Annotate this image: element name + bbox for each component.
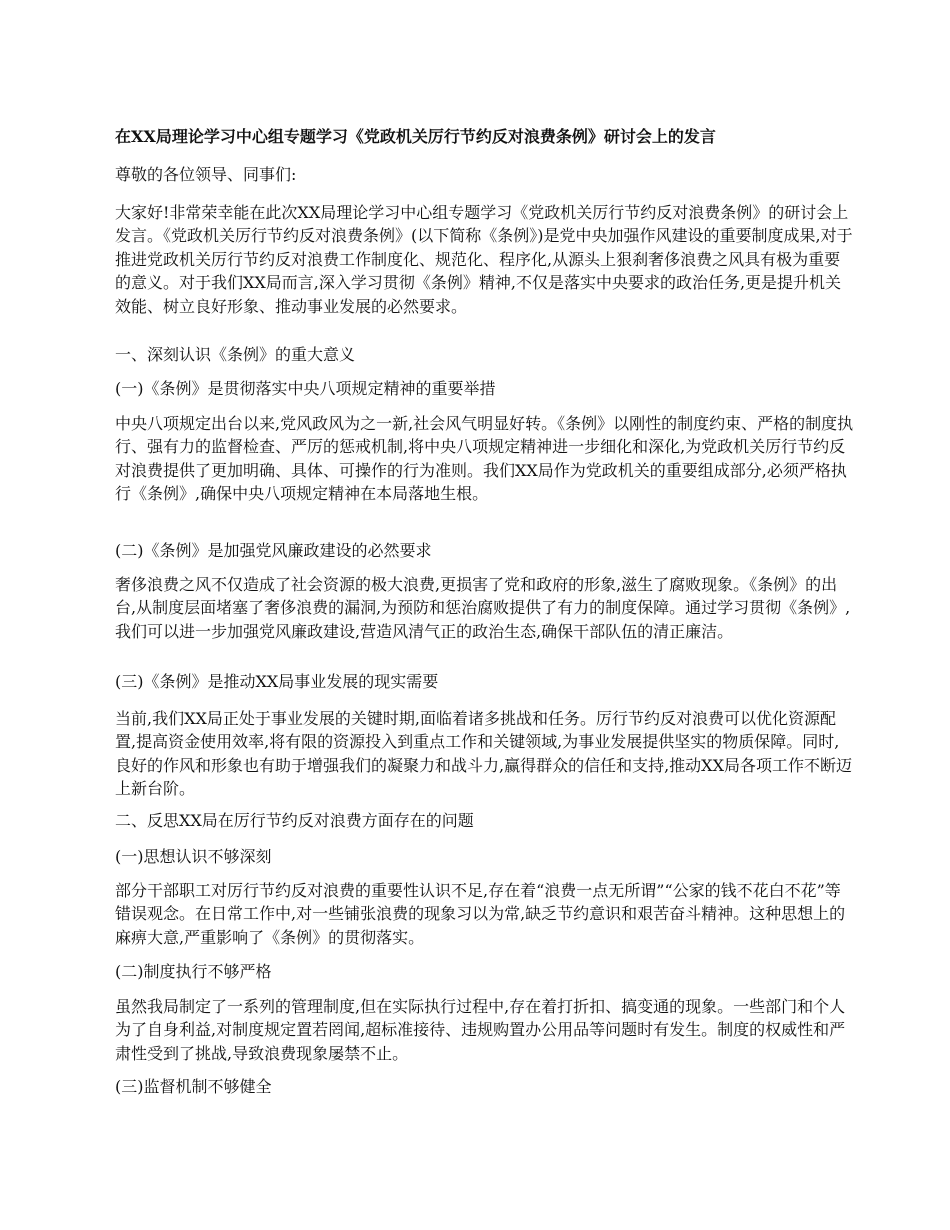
- section-2-sub-2-heading: (二)制度执行不够严格: [115, 962, 272, 981]
- intro-paragraph: 大家好!非常荣幸能在此次XX局理论学习中心组专题学习《党政机关厉行节约反对浪费条例》的研讨会上发言。《党政机关厉行节约反对浪费条例》(以下简称《条例》)是党中央加强作风建设的重要制度成果,对于推进党政机关厉行节约反对浪费工作制度化、规范化、程序化,从源头上狠刹奢侈浪费之风具有极为重要的意义。对于我们XX局而言,深入学习贯彻《条例》精神,不仅是落实中央要求的政治任务,更是提升机关效能、树立良好形象、推动事业发展的必然要求。: [115, 203, 853, 316]
- section-1-sub-3-heading: (三)《条例》是推动XX局事业发展的现实需要: [115, 672, 439, 691]
- section-2-sub-1-paragraph: 部分干部职工对厉行节约反对浪费的重要性认识不足,存在着“浪费一点无所谓”“公家的钱不花白不花”等错误观念。在日常工作中,对一些铺张浪费的现象习以为常,缺乏节约意识和艰苦奋斗精神。这种思想上的麻痹大意,严重影响了《条例》的贯彻落实。: [115, 881, 846, 947]
- section-1-sub-1-heading: (一)《条例》是贯彻落实中央八项规定精神的重要举措: [115, 379, 496, 398]
- section-2-heading: 二、反思XX局在厉行节约反对浪费方面存在的问题: [115, 811, 474, 830]
- section-2-sub-2-paragraph: 虽然我局制定了一系列的管理制度,但在实际执行过程中,存在着打折扣、搞变通的现象。一些部门和个人为了自身利益,对制度规定置若罔闻,超标准接待、违规购置办公用品等问题时有发生。制度的权威性和严肃性受到了挑战,导致浪费现象屡禁不止。: [115, 997, 846, 1063]
- document-title: 在XX局理论学习中心组专题学习《党政机关厉行节约反对浪费条例》研讨会上的发言: [115, 127, 716, 146]
- section-1-sub-3-paragraph: 当前,我们XX局正处于事业发展的关键时期,面临着诸多挑战和任务。厉行节约反对浪费可以优化资源配置,提高资金使用效率,将有限的资源投入到重点工作和关键领域,为事业发展提供坚实的物质保障。同时,良好的作风和形象也有助于增强我们的凝聚力和战斗力,赢得群众的信任和支持,推动XX局各项工作不断迈上新台阶。: [115, 709, 852, 799]
- section-1-sub-2-paragraph: 奢侈浪费之风不仅造成了社会资源的极大浪费,更损害了党和政府的形象,滋生了腐败现象。《条例》的出台,从制度层面堵塞了奢侈浪费的漏洞,为预防和惩治腐败提供了有力的制度保障。通过学习贯彻《条例》,我们可以进一步加强党风廉政建设,营造风清气正的政治生态,确保干部队伍的清正廉洁。: [115, 575, 851, 641]
- section-2-sub-3-heading: (三)监督机制不够健全: [115, 1077, 272, 1096]
- section-1-sub-2-heading: (二)《条例》是加强党风廉政建设的必然要求: [115, 541, 432, 560]
- section-1-sub-1-paragraph: 中央八项规定出台以来,党风政风为之一新,社会风气明显好转。《条例》以刚性的制度约束、严格的制度执行、强有力的监督检查、严厉的惩戒机制,将中央八项规定精神进一步细化和深化,为党政机关厉行节约反对浪费提供了更加明确、具体、可操作的行为准则。我们XX局作为党政机关的重要组成部分,必须严格执行《条例》,确保中央八项规定精神在本局落地生根。: [115, 414, 854, 504]
- salutation: 尊敬的各位领导、同事们:: [115, 165, 297, 184]
- section-2-sub-1-heading: (一)思想认识不够深刻: [115, 847, 272, 866]
- section-1-heading: 一、深刻认识《条例》的重大意义: [115, 345, 356, 364]
